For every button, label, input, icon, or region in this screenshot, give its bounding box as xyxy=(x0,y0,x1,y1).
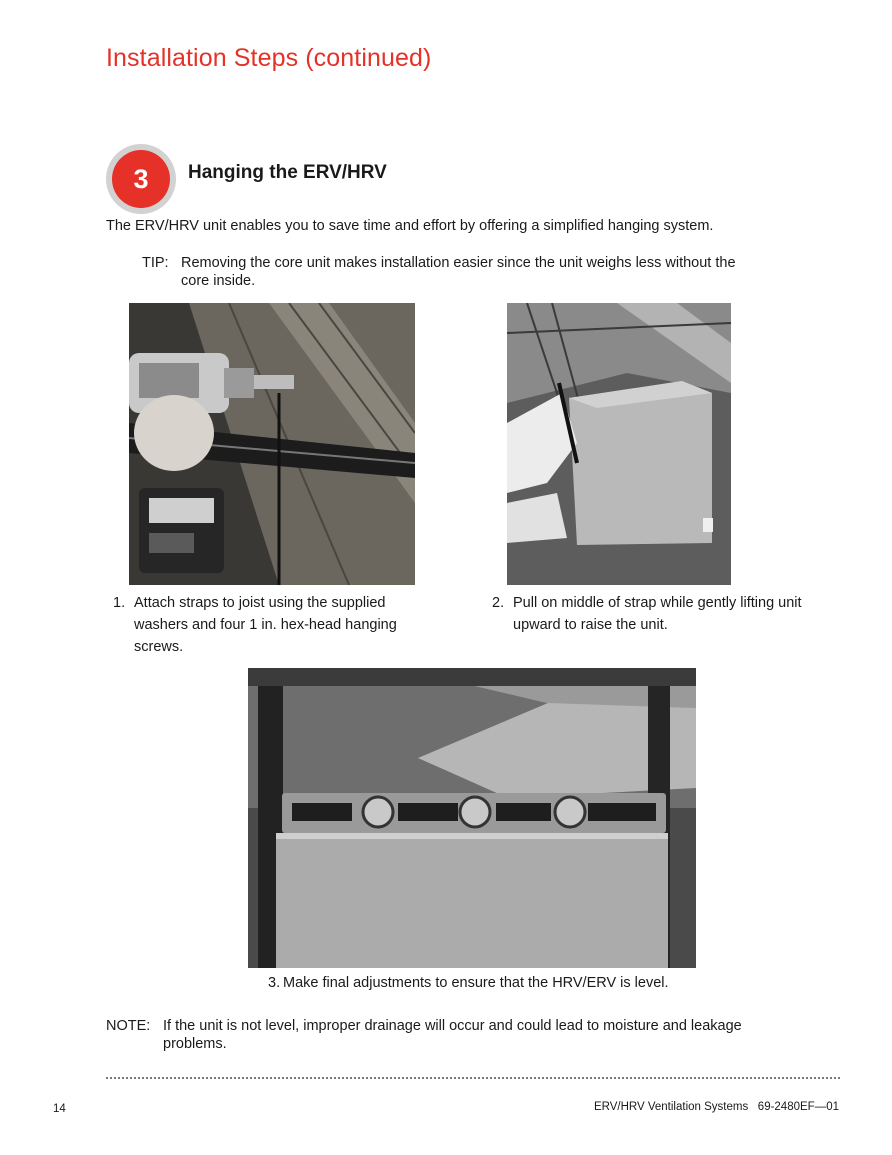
page-number: 14 xyxy=(53,1103,66,1115)
figure-number-2: 2. xyxy=(492,595,505,611)
figure-text-3: Make final adjustments to ensure that the HRV/ERV is level. xyxy=(283,975,669,991)
figure-number-3: 3. xyxy=(268,975,281,991)
step-number-badge xyxy=(106,144,176,214)
intro-paragraph: The ERV/HRV unit enables you to save time and effort by offering a simplified hanging system. xyxy=(106,218,714,234)
page-title: Installation Steps (continued) xyxy=(106,44,432,72)
footer-divider xyxy=(106,1077,840,1079)
figure-caption-3 xyxy=(268,972,698,994)
note-text: If the unit is not level, improper drainage will occur and could lead to moisture and leakage problems. xyxy=(163,1018,742,1052)
figure-number-1: 1. xyxy=(113,595,126,611)
note-label: NOTE: xyxy=(106,1018,151,1034)
photo-lifting-unit xyxy=(507,303,731,585)
figure-text-2: Pull on middle of strap while gently lifting unit upward to raise the unit. xyxy=(513,595,802,633)
photo-level-on-unit xyxy=(248,668,696,968)
tip-text: Removing the core unit makes installation easier since the unit weighs less without the core inside. xyxy=(181,255,736,289)
footer-document-title: ERV/HRV Ventilation Systems 69-2480EF—01 xyxy=(593,1101,839,1113)
section-heading: Hanging the ERV/HRV xyxy=(188,162,387,183)
figure-text-1: Attach straps to joist using the supplied washers and four 1 in. hex-head hanging screws. xyxy=(134,595,397,655)
tip-label: TIP: xyxy=(142,255,169,271)
photo-drill-attaching-strap xyxy=(129,303,415,585)
figure-caption-2 xyxy=(492,592,832,636)
step-number: 3 xyxy=(112,150,170,208)
figure-caption-1 xyxy=(113,592,413,658)
